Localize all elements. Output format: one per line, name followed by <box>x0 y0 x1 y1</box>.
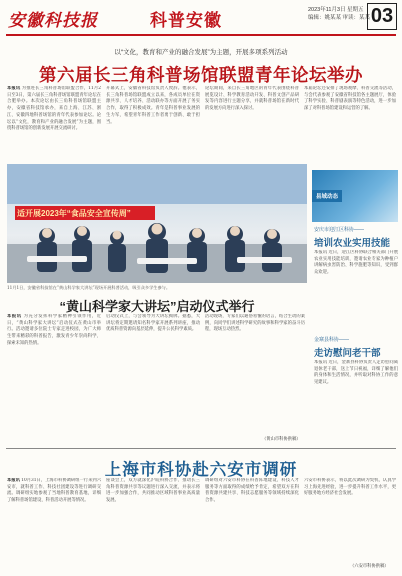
sidebar-tag: 县域动态 <box>312 190 342 202</box>
lead-column-2: 开幕式上，安徽省科技馆负责人致辞。他表示，长三角科普场馆联盟成立以来，各成员单位在资源共享、人才培养、活动联办等方面开展了务实合作，取得了积极成效。青年是科普事业发展的生力军，希望青年科普工作者勇于创新、敢于担当。 <box>106 86 200 125</box>
story2-source: （黄山市科协供稿） <box>262 437 301 442</box>
photo-illustration <box>7 164 307 283</box>
story3-column-4: 六安市科协表示，将以此次调研为契机，认真学习上海先进经验，进一步提升科普工作水平，更好服务地方经济社会发展。 <box>304 478 396 497</box>
lead-column-3: 论坛期间，来自长三角地区的青年代表围绕科普展览设计、科学教育活动开发、科普文创产品研发等内容进行主题分享，并就科普场馆在新时代的发展方向进行深入探讨。 <box>205 86 299 112</box>
newspaper-brand: 安徽科技报 <box>8 11 98 31</box>
lead-kicker: 以“文化，教育和产业的融合发展”为主题，开展多项系列活动 <box>114 49 288 56</box>
story3-column-3: 调研组对六安市科协在科普阵地建设、科技人才服务等方面取得的成绩给予肯定，希望双方在科普资源共建共享、科技志愿服务等领域持续深化合作。 <box>205 478 299 504</box>
lead-column-4: 本届论坛还安排了现场观摩、科普交流等活动，与会代表参观了安徽省科技馆各主题展厅，体验了科学实验、科普剧表演等特色活动，进一步加深了对科普场馆建设和运营的了解。 <box>304 86 396 112</box>
story3-source: （六安市科协供稿） <box>350 564 389 569</box>
story2-byline: 本报讯 <box>7 314 22 319</box>
lead-col1-text: 为推进长三角科普场馆联盟合作，11月2日至3日，第六届长三角科普场馆联盟青年论坛在合肥举办。本次论坛由长三角科普场馆联盟主办，安徽省科技馆承办，来自上海、江苏、浙江、安徽四地科普场馆的青年代表参加论坛。论坛以“文化，教育和产业的融合发展”为主题，围绕科普场馆的创新发展开展交流研讨。 <box>7 86 101 132</box>
story3-column-1 <box>7 478 101 570</box>
page-number: 03 <box>367 3 397 30</box>
sidebar-item2-title: 走访慰问老干部 <box>314 348 381 359</box>
section-divider <box>6 448 396 449</box>
issue-date: 2023年11月3日 星期五 <box>308 7 364 13</box>
sidebar-item1-body: 本报讯 近日，迎江区科协联合相关部门开展农业实用技能培训，邀请农业专家为种植户讲解病虫害防治、科学施肥等知识，受到群众欢迎。 <box>314 250 398 276</box>
lead-byline: 本报讯 <box>7 86 21 91</box>
story3-col1-text: 10月31日，上海市科协调研组一行来到六安市，就科普工作、科技社团建设等进行调研交流。调研组实地参观了当地科普教育基地，详细了解科普场馆建设、科普活动开展等情况。 <box>7 478 101 504</box>
sidebar-item1-kicker: 安庆市迎江区科协—— <box>314 227 365 233</box>
story2-column-2: 启动仪式上，与会领导为大讲坛揭牌。据悉，大讲坛将定期邀请知名科学家开展系列讲座，推动优质科普资源向基层延伸，提升公民科学素质。 <box>106 314 200 333</box>
story2-headline: “黄山科学家大讲坛”启动仪式举行 <box>59 299 255 314</box>
story3-byline: 本报讯 <box>7 478 20 483</box>
lead-headline: 第六届长三角科普场馆联盟青年论坛举办 <box>39 65 363 85</box>
issue-info <box>308 6 372 22</box>
story2-column-3: 活动现场，专家们以通俗易懂的语言，结合生动的案例，向同学们讲述科学研究的故事和科学家的奋斗历程，现场互动热烈。 <box>205 314 305 333</box>
story3-headline: 上海市科协赴六安市调研 <box>104 461 298 479</box>
photo-banner-text: 适开展2023年“食品安全宣传周” <box>17 209 131 218</box>
sidebar-item2-body: 本报讯 近日，金寨县科协负责人走访慰问离退休老干部，送上节日祝福，详细了解他们的身体和生活情况，并听取对科协工作的意见建议。 <box>314 360 398 386</box>
masthead-rule <box>6 34 396 36</box>
story2-column-1 <box>7 314 101 442</box>
lead-photo <box>7 164 307 283</box>
photo-caption: 11月1日，安徽省科技馆在“黄山科学家大讲坛”现场开展科普活动，吸引众多学生参与。 <box>7 285 171 290</box>
sidebar-item2-kicker: 金寨县科协—— <box>314 337 350 343</box>
sidebar-item1-title: 培训农业实用技能 <box>314 238 391 249</box>
sidebar-photo <box>312 170 398 222</box>
story3-column-2: 座谈会上，双方就深化沪皖科协合作、推动长三角科普资源共享等议题进行深入交流，并表示将进一步加强合作，共同推动区域科普事业高质量发展。 <box>106 478 200 504</box>
story2-col1-text: 为充分发挥科学家精神引领作用，近日，“黄山科学家大讲坛”启动仪式在黄山市举行。活动邀请多位院士专家走进校园，为广大师生带来精彩的科普报告，激发青少年崇尚科学、探索未知的热情。 <box>7 314 101 346</box>
issue-editor: 编辑：姚某某 审读：某某 <box>308 15 371 21</box>
lead-column-1 <box>7 86 101 160</box>
section-name: 科普安徽 <box>150 11 222 31</box>
masthead <box>0 0 402 34</box>
